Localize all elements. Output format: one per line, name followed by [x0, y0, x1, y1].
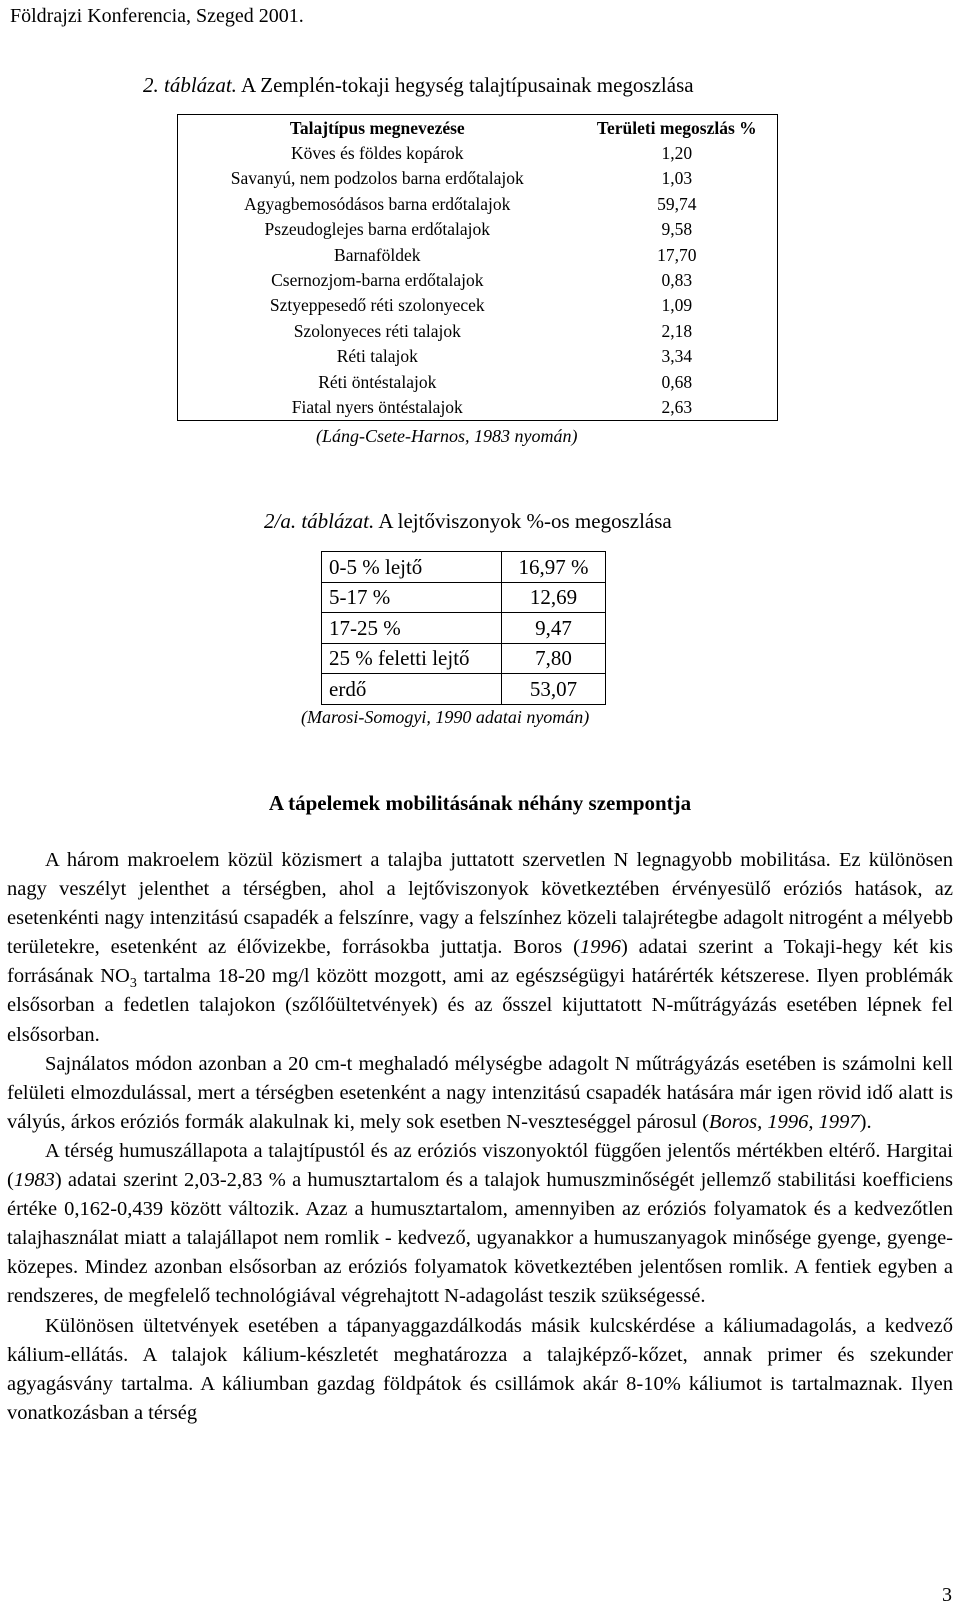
soil-value: 9,58 [661, 219, 693, 240]
table-row [178, 369, 778, 394]
soil-name: Fiatal nyers öntéstalajok [291, 396, 463, 417]
soil-value: 2,18 [661, 320, 693, 341]
table-row [322, 552, 606, 583]
slope-value: 53,07 [502, 674, 606, 705]
table-row [178, 318, 778, 343]
table-header-row [178, 115, 778, 141]
table-row [178, 166, 778, 191]
p3-text-b: ) adatai szerint 2,03-2,83 % a humusztartalom és a talajok humuszminőségét jellemző stabilitási koefficiens értéke 0,162-0,439 között változik. Azaz a humusztartalom, amennyiben az eróziós folyamatok és a kedvezőtlen talajhasználat miatt a talajállapot nem romlik - kedvező, ugyanakkor a humuszanyagok minősége gyenge, gyenge-közepes. Mindez azonban elsősorban az eróziós folyamatok következtében jelentősen romlik. A fentiek egyben a rendszeres, de megfelelő technológiával végrehajtott N-adagolást teszik szükségessé. [7, 1169, 953, 1308]
soil-name: Agyagbemosódásos barna erdőtalajok [244, 193, 511, 214]
table1-caption-label: 2. táblázat. [143, 73, 237, 97]
soil-value: 1,09 [661, 295, 693, 316]
body-text [7, 846, 953, 1428]
soil-name: Réti öntéstalajok [318, 371, 437, 392]
table-row [178, 191, 778, 216]
table-row [178, 344, 778, 369]
page-number: 3 [942, 1584, 952, 1606]
header-distribution: Területi megoszlás % [596, 117, 757, 138]
slope-category: 25 % feletti lejtő [322, 643, 502, 674]
table-row [178, 267, 778, 292]
slope-category: 0-5 % lejtő [322, 552, 502, 583]
paragraph-4: Különösen ültetvények esetében a tápanyaggazdálkodás másik kulcskérdése a káliumadagolás, a kedvező kálium-ellátás. A talajok kálium-készletét meghatározza a talajképző-kőzet, annak primer és szekunder agyagásvány tartalma. A káliumban gazdag földpátok és csillámok akár 8-10% káliumot is tartalmaznak. Ilyen vonatkozásban a térség [7, 1314, 953, 1424]
soil-name: Barnaföldek [334, 244, 421, 265]
table-row [322, 582, 606, 613]
table-row [322, 613, 606, 644]
soil-value: 1,20 [661, 143, 693, 164]
soil-name: Savanyú, nem podzolos barna erdőtalajok [230, 168, 524, 189]
slope-table [321, 551, 606, 705]
soil-value: 2,63 [661, 396, 693, 417]
table-row [322, 643, 606, 674]
table-row [322, 674, 606, 705]
slope-category: 5-17 % [322, 582, 502, 613]
soil-value: 59,74 [657, 193, 697, 214]
soil-value: 0,68 [661, 371, 693, 392]
paragraph-3 [7, 1137, 953, 1312]
soil-name: Csernozjom-barna erdőtalajok [271, 270, 484, 291]
table-row [178, 140, 778, 165]
table1-caption-text: A Zemplén-tokaji hegység talajtípusainak megoszlása [236, 73, 694, 97]
soil-value: 0,83 [661, 270, 693, 291]
table2-caption-label: 2/a. táblázat. [264, 509, 375, 533]
slope-value: 7,80 [502, 643, 606, 674]
p1-reference: 1996 [579, 936, 621, 959]
slope-value: 16,97 % [502, 552, 606, 583]
p2-text-b: ). [859, 1110, 872, 1133]
soil-name: Sztyeppesedő réti szolonyecek [269, 295, 485, 316]
paragraph-2 [7, 1050, 953, 1137]
slope-value: 12,69 [502, 582, 606, 613]
slope-category: erdő [322, 674, 502, 705]
table1-source: (Láng-Csete-Harnos, 1983 nyomán) [316, 426, 578, 446]
p1-text-b: ) adatai szerint a Tokaji-hegy két kis forrásának NO [7, 936, 953, 988]
table-row [178, 217, 778, 242]
p3-text-a: A térség humuszállapota a talajtípustól és az eróziós viszonyoktól függően jelentős mértékben eltérő. Hargitai ( [7, 1139, 953, 1192]
soil-value: 17,70 [657, 244, 697, 265]
soil-name: Köves és földes kopárok [291, 143, 464, 164]
table-row [178, 242, 778, 267]
table-row [178, 394, 778, 420]
table2-source: (Marosi-Somogyi, 1990 adatai nyomán) [301, 707, 590, 727]
p3-reference: 1983 [13, 1169, 55, 1192]
slope-category: 17-25 % [322, 613, 502, 644]
table2-caption-text: A lejtőviszonyok %-os megoszlása [374, 509, 672, 533]
soil-value: 3,34 [661, 346, 693, 367]
slope-value: 9,47 [502, 613, 606, 644]
p1-text-c: tartalma 18-20 mg/l között mozgott, ami az egészségügyi határérték kétszerese. Ilyen problémák elsősorban a fedetlen talajokon (szőlőültetvények) és az ősszel kijuttatott N-műtrágyázás esetében lépnek fel elsősorban. [7, 965, 953, 1046]
p2-reference: Boros, 1996, 1997 [708, 1110, 860, 1133]
table-row [178, 293, 778, 318]
table1-caption [143, 72, 694, 98]
table2-caption [264, 508, 672, 534]
soil-value: 1,03 [661, 168, 693, 189]
soil-name: Szolonyeces réti talajok [293, 320, 461, 341]
soil-types-table [177, 114, 778, 421]
p1-subscript: 3 [129, 976, 137, 992]
soil-name: Réti talajok [336, 346, 418, 367]
soil-name: Pszeudoglejes barna erdőtalajok [264, 219, 491, 240]
p1-text-a: A három makroelem közül közismert a talajba juttatott szervetlen N legnagyobb mobilitása. Ez különösen nagy veszélyt jelenthet a térségben, ahol a lejtőviszonyok következtében érvényesülő eróziós hatások, az esetenkénti nagy intenzitású csapadék a felszínre, vagy a felszínhez közeli talajrétegbe adagolt nitrogént a mélyebb területekre, esetenként az élővizekbe, forrásokba juttatja. Boros ( [7, 849, 953, 959]
section-title: A tápelemek mobilitásának néhány szempontja [268, 791, 692, 815]
paragraph-1 [7, 846, 953, 1050]
header-soil-type: Talajtípus megnevezése [289, 117, 465, 138]
p2-text-a: Sajnálatos módon azonban a 20 cm-t meghaladó mélységbe adagolt N műtrágyázás esetében is számolni kell felületi elmozdulással, mert a térségben esetenként a nagy intenzitású csapadék hatására már igen rövid idő alatt is vályús, árkos eróziós formák alakulnak ki, mely sok esetben N-veszteséggel párosul ( [7, 1052, 953, 1133]
running-head: Földrajzi Konferencia, Szeged 2001. [10, 5, 304, 27]
